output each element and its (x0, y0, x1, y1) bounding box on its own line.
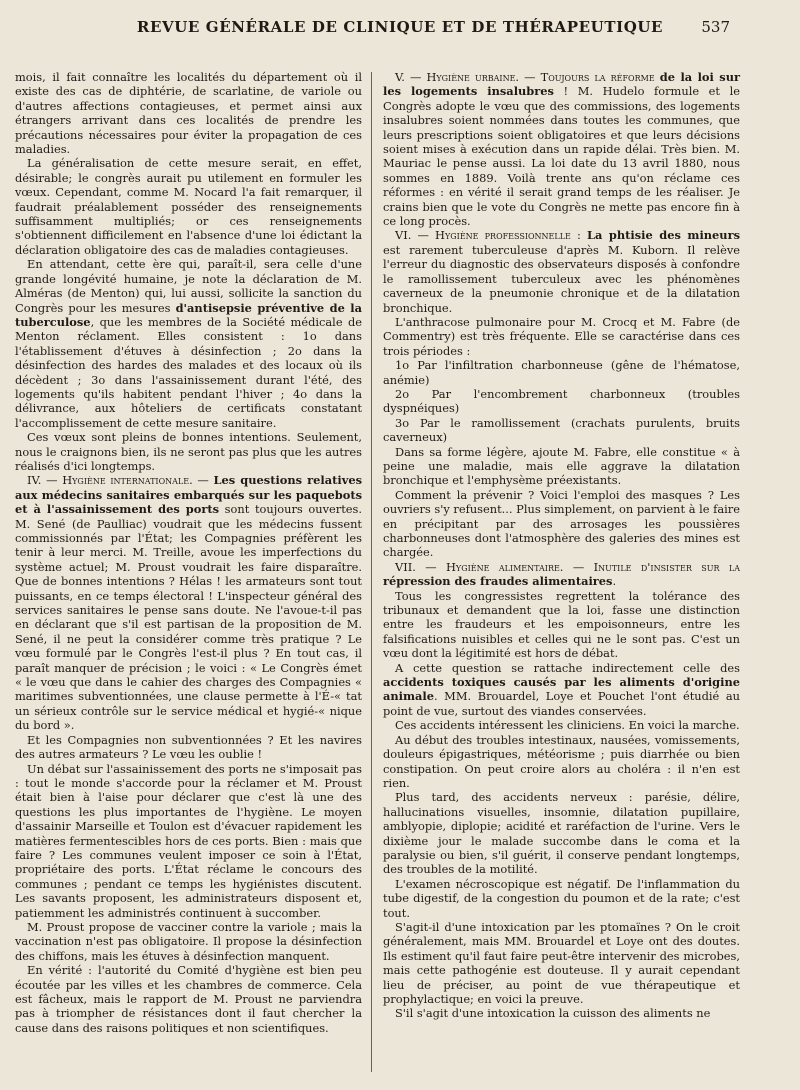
paragraph: Comment la prévenir ? Voici l'emploi des masques ? Les ouvriers s'y refusent... Plus simplement, on parvient à le faire en précipitant par des arrosages les poussières charbonneuses dont l'atmosphère des galeries des mines est chargée. (383, 487, 740, 560)
paragraph: M. Proust propose de vacciner contre la variole ; mais la vaccination n'est pas obligatoire. Il propose la désinfection des chiffons, mais les étuves à désinfection manquent. (15, 919, 362, 963)
emphasis-text: d'antisepsie préventive de la tuberculose (15, 300, 362, 329)
paragraph: L'anthracose pulmonaire pour M. Crocq et M. Fabre (de Commentry) est très fréquente. Elle se caractérise dans ces trois périodes : (383, 314, 740, 358)
section-topic: Les questions relatives aux médecins sanitaires embarqués sur les paquebots et à l'assainissement des ports (15, 473, 362, 517)
paragraph: Plus tard, des accidents nerveux : parésie, délire, hallucinations visuelles, insomnie, dilatation pupillaire, amblyopie, diplopie; acidité et raréfaction de l'urine. Vers le dixième jour le malade succombe dans le coma et la paralysie ou bien, s'il guérit, il conserve pendant longtemps, des troubles de la motilité. (383, 790, 740, 877)
paragraph (383, 661, 740, 719)
list-item: 2o Par l'encombrement charbonneux (troubles dyspnéiques) (383, 386, 740, 416)
paragraph-text: A cette question se rattache indirectement celle des (395, 660, 740, 675)
section-heading: IV. — Hygiène internationale. — (27, 473, 214, 488)
section-vii (383, 560, 740, 589)
list-item: 3o Par le ramollissement (crachats purulents, bruits caverneux) (383, 415, 740, 445)
paragraph (15, 257, 362, 430)
section-iv (15, 473, 362, 732)
emphasis-text: accidents toxiques causés par les aliments d'origine animale (383, 675, 740, 704)
section-text: est rarement tuberculeuse d'après M. Kuborn. Il relève l'erreur du diagnostic des observateurs disposés à confondre le ramollissement tuberculeux avec les phénomènes caverneux de la pneumonie chronique et de la dilatation bronchique. (383, 242, 740, 315)
section-topic: La phtisie des mineurs (587, 228, 740, 243)
paragraph: Un débat sur l'assainissement des ports ne s'imposait pas : tout le monde s'accorde pour la réclamer et M. Proust était bien à l'aise pour déclarer que c'est là une des questions les plus importantes de l'hygiène. Le moyen d'assainir Marseille et Toulon est d'évacuer rapidement les matières fermentescibles hors de ces ports. Bien : mais que faire ? Les communes veulent imposer ce soin à l'État, propriétaire des ports. L'État réclame le concours des communes ; pendant ce temps les hygiénistes discutent. Les savants proposent, les administrateurs disposent et, patiemment les administrés continuent à succomber. (15, 761, 362, 920)
paragraph: Au début des troubles intestinaux, nausées, vomissements, douleurs épigastriques, météorisme ; puis diarrhée ou bien constipation. On peut croire alors au choléra : il n'en est rien. (383, 732, 740, 790)
section-text: sont toujours ouvertes. M. Sené (de Paulliac) voudrait que les médecins fussent commissionnés par l'État; les Compagnies préfèrent les tenir à leur merci. M. Treille, avoue les imperfections du système actuel; M. Proust voudrait les faire disparaître. Que de bonnes intentions ? Hélas ! les armateurs sont tout puissants, en ce temps électoral ! L'inspecteur général des services sanitaires le pense sans doute. Ne l'avoue-t-il pas en déclarant que s'il est partisan de la proposition de M. Sené, il ne peut la considérer comme très pratique ? Le vœu formulé par le Congrès l'est-il plus ? En tout cas, il paraît manquer de précision ; le voici : « Le Congrès émet « le vœu que dans le cahier des charges des Compagnies « maritimes subventionnées, une clause permette à l'É-« tat un sérieux contrôle sur le service médical et hygié-« nique du bord ». (15, 502, 362, 733)
page-number: 537 (701, 18, 730, 36)
paragraph-text: , que les membres de la Société médicale de Menton réclament. Elles consistent : 1o dans l'établissement d'étuves à désinfection ; 2o dans la désinfection des hardes des malades et des locaux où ils décèdent ; 3o dans l'assainissement durant l'été, des logements qu'ils habitent pendant l'hiver ; 4o dans la délivrance, aux hôteliers de certificats constatant l'accomplissement de cette mesure sanitaire. (15, 314, 362, 430)
page-header (0, 14, 800, 42)
paragraph-text: . MM. Brouardel, Loye et Pouchet l'ont étudié au point de vue, surtout des viandes conservées. (383, 689, 740, 718)
right-column (383, 70, 740, 1021)
paragraph: S'il s'agit d'une intoxication la cuisson des aliments ne (395, 1006, 711, 1021)
column-divider (371, 72, 372, 1072)
section-heading: VI. — Hygiène professionnelle : (395, 228, 588, 243)
section-topic: de la loi sur les logements insalubres (383, 70, 740, 99)
section-vi (383, 228, 740, 314)
paragraph: S'agit-il d'une intoxication par les ptomaïnes ? On le croit généralement, mais MM. Brouardel et Loye ont des doutes. Ils estiment qu'il faut faire peut-être intervenir des microbes, mais cette pathogénie est douteuse. Il y aurait cependant lieu de préciser, au point de vue thérapeutique et prophylactique; en voici la preuve. (383, 919, 740, 1006)
running-title: REVUE GÉNÉRALE DE CLINIQUE ET DE THÉRAPEUTIQUE (136, 18, 664, 36)
section-v (383, 70, 740, 228)
list-item: 1o Par l'infiltration charbonneuse (gêne de l'hématose, anémie) (383, 358, 740, 387)
section-topic: répression des fraudes alimentaires (383, 574, 613, 589)
paragraph: mois, il fait connaître les localités du département où il existe des cas de diphtérie, de scarlatine, de variole ou d'autres affections contagieuses, et permet ainsi aux étrangers arrivant dans ces localités de prendre les précautions nécessaires pour éviter la propagation de ces maladies. (15, 70, 362, 157)
paragraph: La généralisation de cette mesure serait, en effet, désirable; le congrès aurait pu utilement en formuler les vœux. Cependant, comme M. Nocard l'a fait remarquer, il faudrait préalablement posséder des renseignements suffisamment multipliés; or ces renseignements s'obtiennent difficilement en l'absence d'une loi édictant la déclaration obligatoire des cas de maladies contagieuses. (15, 156, 362, 257)
paragraph: Et les Compagnies non subventionnées ? Et les navires des autres armateurs ? Le vœu les oublie ! (15, 732, 362, 762)
paragraph: Dans sa forme légère, ajoute M. Fabre, elle constitue « à peine une maladie, mais elle aggrave la dilatation bronchique et l'emphysème préexistants. (383, 444, 740, 488)
paragraph: Ces accidents intéressent les cliniciens. En voici la marche. (395, 718, 740, 733)
left-column (15, 70, 362, 1035)
section-heading: V. — Hygiène urbaine. — Toujours la réforme (395, 70, 660, 84)
section-text: . (612, 574, 617, 589)
paragraph: L'examen nécroscopique est négatif. De l'inflammation du tube digestif, de la congestion du poumon et de la rate; c'est tout. (383, 876, 740, 920)
section-heading: VII. — Hygiène alimentaire. — Inutile d'insister sur la (395, 559, 740, 574)
paragraph-text: En attendant, cette ère qui, paraît-il, sera celle d'une grande longévité humaine, je note la déclaration de M. Alméras (de Menton) qui, lui aussi, sollicite la sanction du Congrès pour les mesures (15, 257, 362, 315)
paragraph: En vérité : l'autorité du Comité d'hygiène est bien peu écoutée par les villes et les chambres de commerce. Cela est fâcheux, mais le rapport de M. Proust ne parviendra pas à triompher de résistances dont il faut chercher la cause dans des raisons politiques et non scientifiques. (15, 963, 362, 1035)
paragraph: Ces vœux sont pleins de bonnes intentions. Seulement, nous le craignons bien, ils ne seront pas plus que les autres réalisés d'ici longtemps. (15, 430, 362, 473)
section-text: ! M. Hudelo formule et le Congrès adopte le vœu que des commissions, des logements insalubres soient nommées dans toutes les communes, que leurs prescriptions soient obligatoires et que leurs décisions soient mises à exécution dans un rapide délai. Très bien. M. Mauriac le pense aussi. La loi date du 13 avril 1880, nous sommes en 1889. Voilà trente ans qu'on réclame ces réformes : en vérité il serait grand temps de les réaliser. Je crains bien que le vote du Congrès ne mette pas encore fin à ce long procès. (383, 84, 740, 229)
paragraph: Tous les congressistes regrettent la tolérance des tribunaux et demandent que la loi, fasse une distinction entre les fraudeurs et les empoisonneurs, entre les falsifications nuisibles et celles qui ne le sont pas. C'est un vœu dont la légitimité est hors de débat. (383, 588, 740, 661)
